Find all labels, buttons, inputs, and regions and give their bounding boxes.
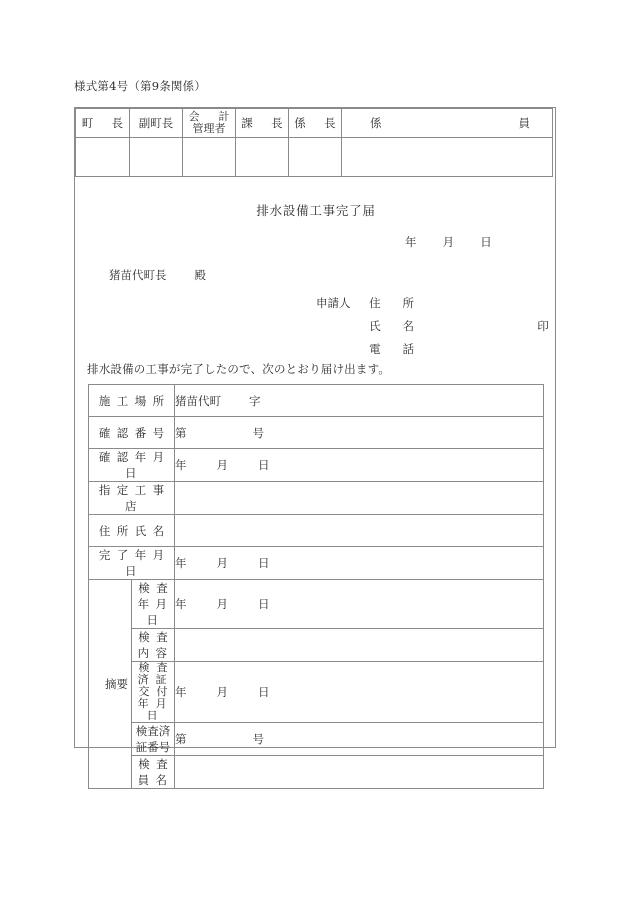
inspection-date-day: 日	[258, 597, 270, 611]
applicant-block	[316, 295, 549, 364]
stamp-header-deputy-mayor-label: 副町長	[138, 116, 174, 130]
completion-date-month: 月	[216, 556, 228, 570]
confirmation-date-year: 年	[175, 458, 187, 472]
submission-date-day[interactable]: 日	[480, 235, 492, 249]
certificate-issue-date-year: 年	[175, 685, 187, 700]
stamp-cell-section-chief[interactable]	[236, 138, 289, 177]
document-outer-frame	[74, 107, 556, 788]
addressee-name: 猪苗代町長	[109, 268, 167, 282]
stamp-header-staff-group	[342, 115, 552, 131]
label-remarks	[89, 580, 132, 789]
detail-row-construction-site	[89, 385, 544, 417]
value-confirmation-number-inner	[175, 426, 264, 440]
stamp-header-mayor	[76, 109, 130, 138]
inspection-date-year: 年	[175, 597, 187, 611]
stamp-header-deputy-mayor	[130, 109, 183, 138]
detail-row-completion-date	[89, 547, 544, 580]
label-confirmation-number-text: 確 認 番 号	[98, 425, 166, 440]
addressee-line	[109, 267, 206, 283]
sublabel-inspection-content	[132, 629, 175, 662]
label-designated-contractor-text: 指 定 工 事 店	[98, 483, 166, 513]
label-confirmation-number	[89, 417, 175, 449]
label-completion-date-text: 完 了 年 月 日	[98, 548, 166, 578]
applicant-lead-label: 申請人	[316, 296, 351, 310]
stamp-header-accounting-manager-label	[183, 111, 235, 135]
submission-date-month[interactable]: 月	[442, 235, 455, 249]
applicant-name-row	[316, 318, 549, 341]
construction-site-town: 猪苗代町	[175, 393, 221, 408]
document-title: 排水設備工事完了届	[256, 203, 376, 218]
statement-text: 排水設備の工事が完了したので、次のとおり届け出ます。	[87, 362, 391, 376]
value-completion-date-inner	[175, 556, 270, 570]
stamp-header-row	[76, 109, 553, 138]
detail-table	[88, 384, 544, 789]
stamp-header-section-chief	[236, 109, 289, 138]
sublabel-inspector-name-text: 検 査 員 名	[137, 757, 170, 788]
form-number: 様式第4号（第9条関係）	[74, 79, 207, 93]
detail-row-designated-contractor	[89, 482, 544, 515]
certificate-issue-date-line-1: 検 査 済 証	[137, 661, 170, 687]
value-certificate-issue-date-inner	[175, 685, 270, 699]
applicant-name-label: 氏 名	[369, 319, 420, 333]
certificate-number-gou: 号	[252, 732, 264, 747]
approval-stamp-table	[75, 108, 553, 177]
certificate-issue-date-day: 日	[258, 685, 270, 700]
stamp-cell-accounting-manager[interactable]	[183, 138, 236, 177]
value-certificate-issue-date[interactable]	[175, 662, 544, 723]
submission-date-line	[405, 234, 492, 250]
stamp-header-staff-kakari: 係	[370, 116, 382, 130]
sublabel-inspection-content-text: 検 査 内 容	[137, 630, 170, 660]
completion-date-day: 日	[258, 556, 270, 570]
label-designated-contractor	[89, 482, 175, 515]
applicant-seal-label: 印	[537, 319, 549, 333]
remarks-row-inspection-content	[89, 629, 544, 662]
remarks-row-inspector-name	[89, 756, 544, 789]
label-contractor-address-name	[89, 515, 175, 547]
remarks-row-certificate-issue-date	[89, 662, 544, 723]
value-contractor-address-name[interactable]	[175, 515, 544, 547]
stamp-cell-deputy-mayor[interactable]	[130, 138, 183, 177]
label-construction-site-text: 施 工 場 所	[98, 393, 166, 408]
value-construction-site[interactable]	[175, 385, 544, 417]
addressee-honorific: 殿	[194, 268, 206, 282]
certificate-issue-date-month: 月	[216, 685, 228, 700]
stamp-cell-mayor[interactable]	[76, 138, 130, 177]
applicant-address-row	[316, 295, 549, 318]
sublabel-certificate-issue-date	[132, 662, 175, 723]
value-confirmation-number[interactable]	[175, 417, 544, 449]
stamp-header-accounting-manager	[183, 109, 236, 138]
certificate-number-dai: 第	[175, 732, 187, 747]
value-certificate-number[interactable]	[175, 723, 544, 756]
completion-date-year: 年	[175, 556, 187, 570]
accounting-line-2: 管理者	[192, 122, 226, 135]
confirmation-date-day: 日	[258, 458, 270, 472]
certificate-issue-date-line-2: 交 付 年 月 日	[137, 685, 170, 723]
label-confirmation-date	[89, 449, 175, 482]
stamp-blank-row	[76, 138, 553, 177]
value-completion-date[interactable]	[175, 547, 544, 580]
confirmation-number-gou: 号	[252, 425, 264, 440]
value-construction-site-inner	[175, 394, 261, 408]
construction-site-aza: 字	[249, 393, 261, 408]
label-remarks-char1: 摘	[105, 677, 117, 692]
remarks-row-inspection-date	[89, 580, 544, 629]
value-inspection-date[interactable]	[175, 580, 544, 629]
remarks-row-certificate-number	[89, 723, 544, 756]
value-confirmation-date[interactable]	[175, 449, 544, 482]
label-remarks-char2: 要	[116, 677, 128, 692]
label-contractor-address-name-text: 住 所 氏 名	[98, 523, 166, 538]
value-designated-contractor[interactable]	[175, 482, 544, 515]
stamp-header-staff-in: 員	[518, 116, 530, 130]
sublabel-inspector-name	[132, 756, 175, 789]
label-completion-date	[89, 547, 175, 580]
stamp-header-staff	[342, 109, 553, 138]
detail-row-contractor-address-name	[89, 515, 544, 547]
label-remarks-inner	[89, 676, 131, 692]
sublabel-certificate-issue-date-text	[132, 662, 174, 722]
value-certificate-number-inner	[175, 732, 264, 746]
value-inspection-date-inner	[175, 597, 270, 611]
value-inspection-content[interactable]	[175, 629, 544, 662]
stamp-cell-staff[interactable]	[342, 138, 553, 177]
value-inspector-name[interactable]	[175, 756, 544, 789]
stamp-header-mayor-label: 町 長	[81, 116, 127, 130]
sublabel-inspection-date	[132, 580, 175, 629]
applicant-address-label: 住 所	[369, 296, 420, 310]
detail-row-confirmation-date	[89, 449, 544, 482]
confirmation-number-dai: 第	[175, 425, 187, 440]
stamp-header-section-chief-label: 課 長	[241, 116, 287, 130]
sublabel-inspection-date-text: 検 査 年 月 日	[137, 581, 170, 627]
detail-row-confirmation-number	[89, 417, 544, 449]
confirmation-date-month: 月	[216, 458, 228, 472]
sublabel-certificate-number	[132, 723, 175, 756]
stamp-header-subsection-chief	[289, 109, 342, 138]
value-confirmation-date-inner	[175, 458, 270, 472]
label-construction-site	[89, 385, 175, 417]
submission-date-year[interactable]: 年	[405, 235, 417, 249]
stamp-header-subsection-chief-label: 係 長	[294, 116, 340, 130]
label-confirmation-date-text: 確 認 年 月 日	[98, 450, 166, 480]
applicant-phone-label: 電 話	[369, 342, 420, 356]
stamp-cell-subsection-chief[interactable]	[289, 138, 342, 177]
inspection-date-month: 月	[216, 597, 228, 611]
sublabel-certificate-number-text: 検査済証番号	[135, 724, 171, 755]
accounting-line-1: 会 計	[188, 110, 234, 124]
